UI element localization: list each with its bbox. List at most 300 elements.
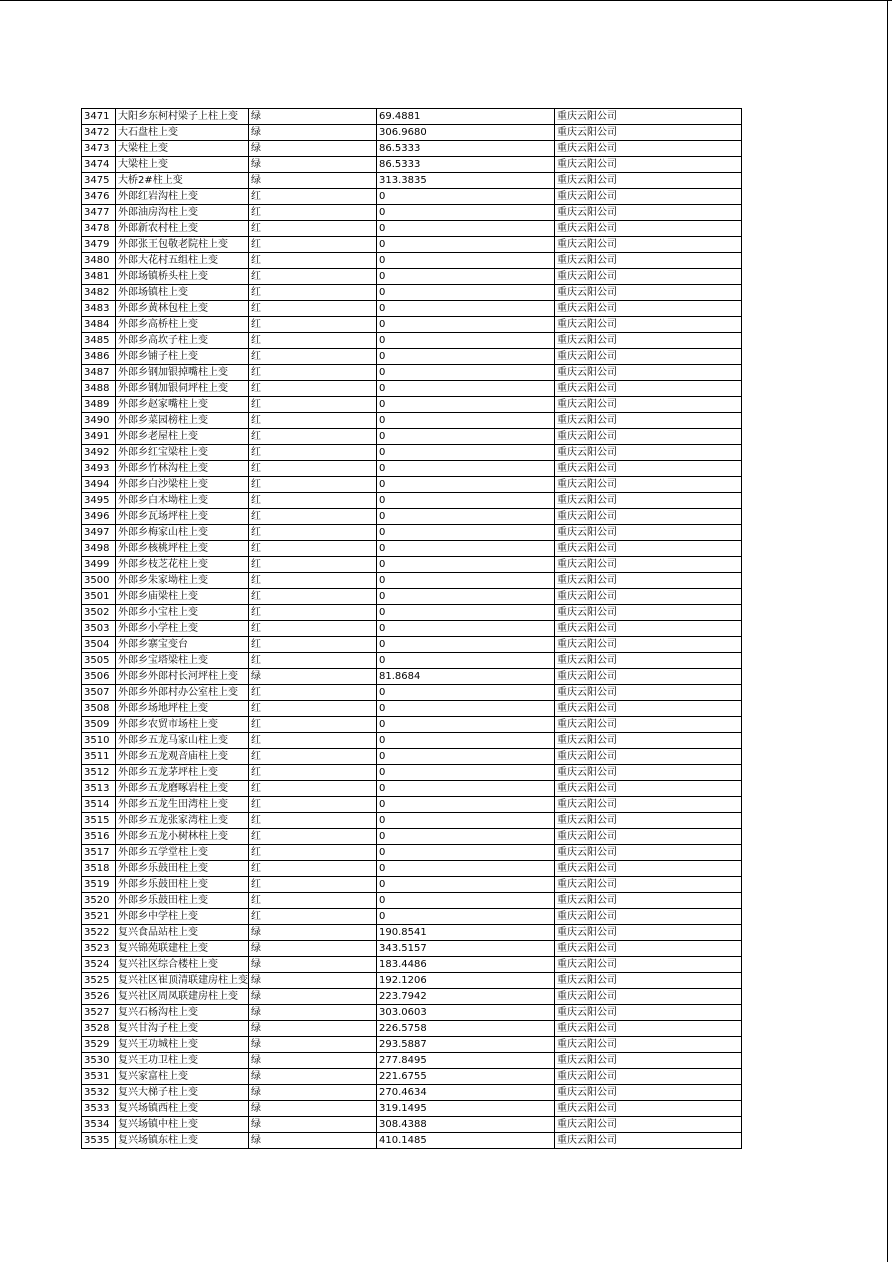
row-id-cell: 3528: [82, 1021, 116, 1037]
company-cell: 重庆云阳公司: [555, 1037, 742, 1053]
value-cell: 0: [377, 557, 555, 573]
table-row: [82, 685, 742, 701]
row-id-cell: 3526: [82, 989, 116, 1005]
transformer-name-cell: 复兴食品站柱上变: [116, 925, 249, 941]
row-id-cell: 3487: [82, 365, 116, 381]
row-id-cell: 3471: [82, 109, 116, 125]
company-cell: 重庆云阳公司: [555, 1069, 742, 1085]
status-cell: 绿: [249, 1053, 377, 1069]
row-id-cell: 3530: [82, 1053, 116, 1069]
row-id-cell: 3483: [82, 301, 116, 317]
status-cell: 绿: [249, 141, 377, 157]
status-cell: 绿: [249, 1101, 377, 1117]
status-cell: 红: [249, 813, 377, 829]
status-cell: 红: [249, 685, 377, 701]
table-row: [82, 861, 742, 877]
value-cell: 86.5333: [377, 157, 555, 173]
transformer-name-cell: 外郎乡小宝柱上变: [116, 605, 249, 621]
company-cell: 重庆云阳公司: [555, 829, 742, 845]
transformer-name-cell: 外郎乡五学堂柱上变: [116, 845, 249, 861]
table-row: [82, 1005, 742, 1021]
table-row: [82, 1101, 742, 1117]
status-cell: 绿: [249, 1005, 377, 1021]
value-cell: 306.9680: [377, 125, 555, 141]
table-row: [82, 141, 742, 157]
status-cell: 红: [249, 749, 377, 765]
row-id-cell: 3490: [82, 413, 116, 429]
table-row: [82, 637, 742, 653]
transformer-name-cell: 复兴甘沟子柱上变: [116, 1021, 249, 1037]
row-id-cell: 3492: [82, 445, 116, 461]
status-cell: 红: [249, 845, 377, 861]
status-cell: 红: [249, 317, 377, 333]
company-cell: 重庆云阳公司: [555, 253, 742, 269]
table-row: [82, 269, 742, 285]
table-row: [82, 1085, 742, 1101]
row-id-cell: 3532: [82, 1085, 116, 1101]
row-id-cell: 3503: [82, 621, 116, 637]
transformer-name-cell: 外郎乡黄林包柱上变: [116, 301, 249, 317]
table-row: [82, 429, 742, 445]
row-id-cell: 3484: [82, 317, 116, 333]
company-cell: 重庆云阳公司: [555, 141, 742, 157]
company-cell: 重庆云阳公司: [555, 1005, 742, 1021]
transformer-name-cell: 外郎乡梅家山柱上变: [116, 525, 249, 541]
status-cell: 红: [249, 509, 377, 525]
status-cell: 红: [249, 733, 377, 749]
transformer-name-cell: 外郎乡五龙磨啄岩柱上变: [116, 781, 249, 797]
company-cell: 重庆云阳公司: [555, 813, 742, 829]
row-id-cell: 3524: [82, 957, 116, 973]
status-cell: 红: [249, 445, 377, 461]
company-cell: 重庆云阳公司: [555, 1101, 742, 1117]
status-cell: 绿: [249, 1133, 377, 1149]
row-id-cell: 3513: [82, 781, 116, 797]
row-id-cell: 3479: [82, 237, 116, 253]
row-id-cell: 3520: [82, 893, 116, 909]
transformer-name-cell: 外郎乡农贸市场柱上变: [116, 717, 249, 733]
table-row: [82, 765, 742, 781]
table-row: [82, 813, 742, 829]
company-cell: 重庆云阳公司: [555, 493, 742, 509]
status-cell: 红: [249, 717, 377, 733]
row-id-cell: 3534: [82, 1117, 116, 1133]
row-id-cell: 3519: [82, 877, 116, 893]
table-row: [82, 557, 742, 573]
value-cell: 270.4634: [377, 1085, 555, 1101]
row-id-cell: 3481: [82, 269, 116, 285]
transformer-table: [81, 108, 742, 1149]
value-cell: 0: [377, 413, 555, 429]
transformer-name-cell: 外郎乡五龙马家山柱上变: [116, 733, 249, 749]
company-cell: 重庆云阳公司: [555, 189, 742, 205]
value-cell: 221.6755: [377, 1069, 555, 1085]
value-cell: 0: [377, 285, 555, 301]
status-cell: 绿: [249, 973, 377, 989]
transformer-name-cell: 外郎乡五龙茅坪柱上变: [116, 765, 249, 781]
table-row: [82, 797, 742, 813]
transformer-name-cell: 外郎新农村柱上变: [116, 221, 249, 237]
status-cell: 红: [249, 413, 377, 429]
row-id-cell: 3511: [82, 749, 116, 765]
value-cell: 319.1495: [377, 1101, 555, 1117]
value-cell: 226.5758: [377, 1021, 555, 1037]
company-cell: 重庆云阳公司: [555, 429, 742, 445]
transformer-name-cell: 外郎乡五龙张家湾柱上变: [116, 813, 249, 829]
row-id-cell: 3476: [82, 189, 116, 205]
value-cell: 0: [377, 317, 555, 333]
status-cell: 红: [249, 381, 377, 397]
row-id-cell: 3496: [82, 509, 116, 525]
company-cell: 重庆云阳公司: [555, 557, 742, 573]
row-id-cell: 3505: [82, 653, 116, 669]
table-body: [82, 109, 742, 1149]
status-cell: 红: [249, 429, 377, 445]
row-id-cell: 3497: [82, 525, 116, 541]
status-cell: 绿: [249, 1117, 377, 1133]
status-cell: 红: [249, 493, 377, 509]
company-cell: 重庆云阳公司: [555, 509, 742, 525]
row-id-cell: 3517: [82, 845, 116, 861]
value-cell: 0: [377, 461, 555, 477]
status-cell: 红: [249, 621, 377, 637]
row-id-cell: 3494: [82, 477, 116, 493]
table-row: [82, 1069, 742, 1085]
table-row: [82, 573, 742, 589]
transformer-name-cell: 复兴社区综合楼柱上变: [116, 957, 249, 973]
table-row: [82, 381, 742, 397]
transformer-name-cell: 外郎红岩沟柱上变: [116, 189, 249, 205]
status-cell: 绿: [249, 173, 377, 189]
value-cell: 190.8541: [377, 925, 555, 941]
transformer-name-cell: 外郎乡乐鼓田柱上变: [116, 861, 249, 877]
table-row: [82, 909, 742, 925]
row-id-cell: 3535: [82, 1133, 116, 1149]
value-cell: 192.1206: [377, 973, 555, 989]
company-cell: 重庆云阳公司: [555, 701, 742, 717]
table-row: [82, 733, 742, 749]
transformer-name-cell: 外郎油房沟柱上变: [116, 205, 249, 221]
value-cell: 410.1485: [377, 1133, 555, 1149]
transformer-name-cell: 外郎乡钢加银伺坪柱上变: [116, 381, 249, 397]
row-id-cell: 3504: [82, 637, 116, 653]
transformer-name-cell: 外郎乡中学柱上变: [116, 909, 249, 925]
status-cell: 红: [249, 397, 377, 413]
row-id-cell: 3531: [82, 1069, 116, 1085]
company-cell: 重庆云阳公司: [555, 1085, 742, 1101]
value-cell: 0: [377, 781, 555, 797]
status-cell: 红: [249, 893, 377, 909]
transformer-name-cell: 复兴社区崔顶清联建房柱上变: [116, 973, 249, 989]
table-row: [82, 957, 742, 973]
table-row: [82, 317, 742, 333]
company-cell: 重庆云阳公司: [555, 205, 742, 221]
company-cell: 重庆云阳公司: [555, 989, 742, 1005]
transformer-name-cell: 外郎乡菜园榜柱上变: [116, 413, 249, 429]
transformer-name-cell: 外郎乡五龙小树林柱上变: [116, 829, 249, 845]
value-cell: 0: [377, 845, 555, 861]
transformer-name-cell: 外郎乡瓦场坪柱上变: [116, 509, 249, 525]
status-cell: 红: [249, 349, 377, 365]
transformer-name-cell: 外郎乡五龙观音庙柱上变: [116, 749, 249, 765]
transformer-name-cell: 大梁柱上变: [116, 157, 249, 173]
row-id-cell: 3523: [82, 941, 116, 957]
row-id-cell: 3514: [82, 797, 116, 813]
value-cell: 0: [377, 861, 555, 877]
value-cell: 0: [377, 877, 555, 893]
row-id-cell: 3507: [82, 685, 116, 701]
status-cell: 红: [249, 237, 377, 253]
status-cell: 红: [249, 765, 377, 781]
table-row: [82, 461, 742, 477]
transformer-name-cell: 外郎乡乐鼓田柱上变: [116, 877, 249, 893]
status-cell: 红: [249, 221, 377, 237]
status-cell: 红: [249, 205, 377, 221]
row-id-cell: 3495: [82, 493, 116, 509]
company-cell: 重庆云阳公司: [555, 653, 742, 669]
transformer-name-cell: 外郎乡场地坪柱上变: [116, 701, 249, 717]
row-id-cell: 3499: [82, 557, 116, 573]
status-cell: 红: [249, 797, 377, 813]
company-cell: 重庆云阳公司: [555, 541, 742, 557]
status-cell: 红: [249, 877, 377, 893]
value-cell: 0: [377, 221, 555, 237]
table-row: [82, 509, 742, 525]
table-row: [82, 413, 742, 429]
value-cell: 0: [377, 797, 555, 813]
status-cell: 红: [249, 269, 377, 285]
value-cell: 0: [377, 541, 555, 557]
value-cell: 277.8495: [377, 1053, 555, 1069]
status-cell: 红: [249, 461, 377, 477]
page-top-rule: [0, 0, 892, 1]
value-cell: 223.7942: [377, 989, 555, 1005]
table-row: [82, 845, 742, 861]
company-cell: 重庆云阳公司: [555, 317, 742, 333]
company-cell: 重庆云阳公司: [555, 397, 742, 413]
status-cell: 绿: [249, 125, 377, 141]
row-id-cell: 3477: [82, 205, 116, 221]
row-id-cell: 3527: [82, 1005, 116, 1021]
table-row: [82, 941, 742, 957]
transformer-name-cell: 大梁柱上变: [116, 141, 249, 157]
value-cell: 0: [377, 381, 555, 397]
company-cell: 重庆云阳公司: [555, 573, 742, 589]
table-row: [82, 1037, 742, 1053]
value-cell: 0: [377, 621, 555, 637]
value-cell: 0: [377, 333, 555, 349]
transformer-name-cell: 外郎乡外郎村办公室柱上变: [116, 685, 249, 701]
status-cell: 绿: [249, 957, 377, 973]
row-id-cell: 3480: [82, 253, 116, 269]
table-row: [82, 365, 742, 381]
table-row: [82, 109, 742, 125]
row-id-cell: 3522: [82, 925, 116, 941]
transformer-name-cell: 外郎乡寨宝变台: [116, 637, 249, 653]
table-row: [82, 253, 742, 269]
company-cell: 重庆云阳公司: [555, 173, 742, 189]
company-cell: 重庆云阳公司: [555, 845, 742, 861]
value-cell: 0: [377, 909, 555, 925]
value-cell: 0: [377, 205, 555, 221]
table-row: [82, 525, 742, 541]
company-cell: 重庆云阳公司: [555, 109, 742, 125]
value-cell: 313.3835: [377, 173, 555, 189]
value-cell: 0: [377, 893, 555, 909]
table-row: [82, 621, 742, 637]
row-id-cell: 3509: [82, 717, 116, 733]
table-row: [82, 877, 742, 893]
table-row: [82, 237, 742, 253]
company-cell: 重庆云阳公司: [555, 269, 742, 285]
table-row: [82, 605, 742, 621]
status-cell: 红: [249, 333, 377, 349]
company-cell: 重庆云阳公司: [555, 1053, 742, 1069]
page-right-rule: [887, 0, 888, 1262]
company-cell: 重庆云阳公司: [555, 237, 742, 253]
status-cell: 绿: [249, 989, 377, 1005]
transformer-name-cell: 外郎乡高桥柱上变: [116, 317, 249, 333]
transformer-name-cell: 外郎乡白沙梁柱上变: [116, 477, 249, 493]
value-cell: 0: [377, 253, 555, 269]
value-cell: 0: [377, 653, 555, 669]
status-cell: 绿: [249, 1069, 377, 1085]
table-row: [82, 445, 742, 461]
status-cell: 绿: [249, 1037, 377, 1053]
company-cell: 重庆云阳公司: [555, 461, 742, 477]
status-cell: 红: [249, 301, 377, 317]
status-cell: 绿: [249, 1085, 377, 1101]
status-cell: 红: [249, 189, 377, 205]
transformer-name-cell: 复兴王功城柱上变: [116, 1037, 249, 1053]
company-cell: 重庆云阳公司: [555, 381, 742, 397]
company-cell: 重庆云阳公司: [555, 445, 742, 461]
value-cell: 0: [377, 733, 555, 749]
status-cell: 红: [249, 605, 377, 621]
row-id-cell: 3516: [82, 829, 116, 845]
value-cell: 81.8684: [377, 669, 555, 685]
row-id-cell: 3488: [82, 381, 116, 397]
company-cell: 重庆云阳公司: [555, 797, 742, 813]
transformer-name-cell: 外郎乡赵家嘴柱上变: [116, 397, 249, 413]
table-row: [82, 717, 742, 733]
value-cell: 0: [377, 301, 555, 317]
row-id-cell: 3486: [82, 349, 116, 365]
table-row: [82, 829, 742, 845]
row-id-cell: 3502: [82, 605, 116, 621]
table-row: [82, 653, 742, 669]
company-cell: 重庆云阳公司: [555, 669, 742, 685]
transformer-name-cell: 大石盘柱上变: [116, 125, 249, 141]
company-cell: 重庆云阳公司: [555, 301, 742, 317]
company-cell: 重庆云阳公司: [555, 1117, 742, 1133]
value-cell: 0: [377, 365, 555, 381]
transformer-name-cell: 外郎乡核桃坪柱上变: [116, 541, 249, 557]
company-cell: 重庆云阳公司: [555, 973, 742, 989]
transformer-name-cell: 复兴场镇西柱上变: [116, 1101, 249, 1117]
company-cell: 重庆云阳公司: [555, 157, 742, 173]
transformer-name-cell: 外郎乡乐鼓田柱上变: [116, 893, 249, 909]
row-id-cell: 3472: [82, 125, 116, 141]
row-id-cell: 3478: [82, 221, 116, 237]
transformer-name-cell: 复兴社区周凤联建房柱上变: [116, 989, 249, 1005]
transformer-name-cell: 外郎乡小学柱上变: [116, 621, 249, 637]
transformer-name-cell: 复兴场镇中柱上变: [116, 1117, 249, 1133]
transformer-name-cell: 外郎张王包敬老院柱上变: [116, 237, 249, 253]
company-cell: 重庆云阳公司: [555, 413, 742, 429]
value-cell: 0: [377, 397, 555, 413]
transformer-name-cell: 外郎乡朱家坳柱上变: [116, 573, 249, 589]
transformer-name-cell: 外郎乡五龙生田湾柱上变: [116, 797, 249, 813]
transformer-name-cell: 外郎乡铺子柱上变: [116, 349, 249, 365]
table-row: [82, 1117, 742, 1133]
table-row: [82, 205, 742, 221]
table-row: [82, 333, 742, 349]
table-row: [82, 701, 742, 717]
row-id-cell: 3485: [82, 333, 116, 349]
row-id-cell: 3533: [82, 1101, 116, 1117]
status-cell: 红: [249, 781, 377, 797]
row-id-cell: 3474: [82, 157, 116, 173]
value-cell: 0: [377, 717, 555, 733]
transformer-name-cell: 外郎乡红宝梁柱上变: [116, 445, 249, 461]
value-cell: 0: [377, 749, 555, 765]
company-cell: 重庆云阳公司: [555, 781, 742, 797]
table-row: [82, 541, 742, 557]
transformer-name-cell: 外郎乡竹林沟柱上变: [116, 461, 249, 477]
row-id-cell: 3475: [82, 173, 116, 189]
company-cell: 重庆云阳公司: [555, 765, 742, 781]
status-cell: 红: [249, 541, 377, 557]
status-cell: 红: [249, 909, 377, 925]
company-cell: 重庆云阳公司: [555, 717, 742, 733]
status-cell: 红: [249, 285, 377, 301]
transformer-name-cell: 外郎大花村五组柱上变: [116, 253, 249, 269]
transformer-name-cell: 外郎乡高坎子柱上变: [116, 333, 249, 349]
table-row: [82, 1133, 742, 1149]
row-id-cell: 3512: [82, 765, 116, 781]
value-cell: 343.5157: [377, 941, 555, 957]
row-id-cell: 3529: [82, 1037, 116, 1053]
transformer-name-cell: 外郎乡宝塔梁柱上变: [116, 653, 249, 669]
table-row: [82, 477, 742, 493]
table-row: [82, 173, 742, 189]
company-cell: 重庆云阳公司: [555, 621, 742, 637]
table-row: [82, 493, 742, 509]
status-cell: 红: [249, 365, 377, 381]
value-cell: 0: [377, 685, 555, 701]
value-cell: 183.4486: [377, 957, 555, 973]
table-row: [82, 1021, 742, 1037]
value-cell: 303.0603: [377, 1005, 555, 1021]
table-row: [82, 301, 742, 317]
row-id-cell: 3525: [82, 973, 116, 989]
company-cell: 重庆云阳公司: [555, 877, 742, 893]
value-cell: 0: [377, 573, 555, 589]
transformer-name-cell: 大桥2#柱上变: [116, 173, 249, 189]
row-id-cell: 3482: [82, 285, 116, 301]
table-row: [82, 989, 742, 1005]
row-id-cell: 3521: [82, 909, 116, 925]
status-cell: 绿: [249, 941, 377, 957]
value-cell: 0: [377, 605, 555, 621]
company-cell: 重庆云阳公司: [555, 1133, 742, 1149]
company-cell: 重庆云阳公司: [555, 525, 742, 541]
company-cell: 重庆云阳公司: [555, 925, 742, 941]
row-id-cell: 3515: [82, 813, 116, 829]
status-cell: 绿: [249, 1021, 377, 1037]
company-cell: 重庆云阳公司: [555, 333, 742, 349]
